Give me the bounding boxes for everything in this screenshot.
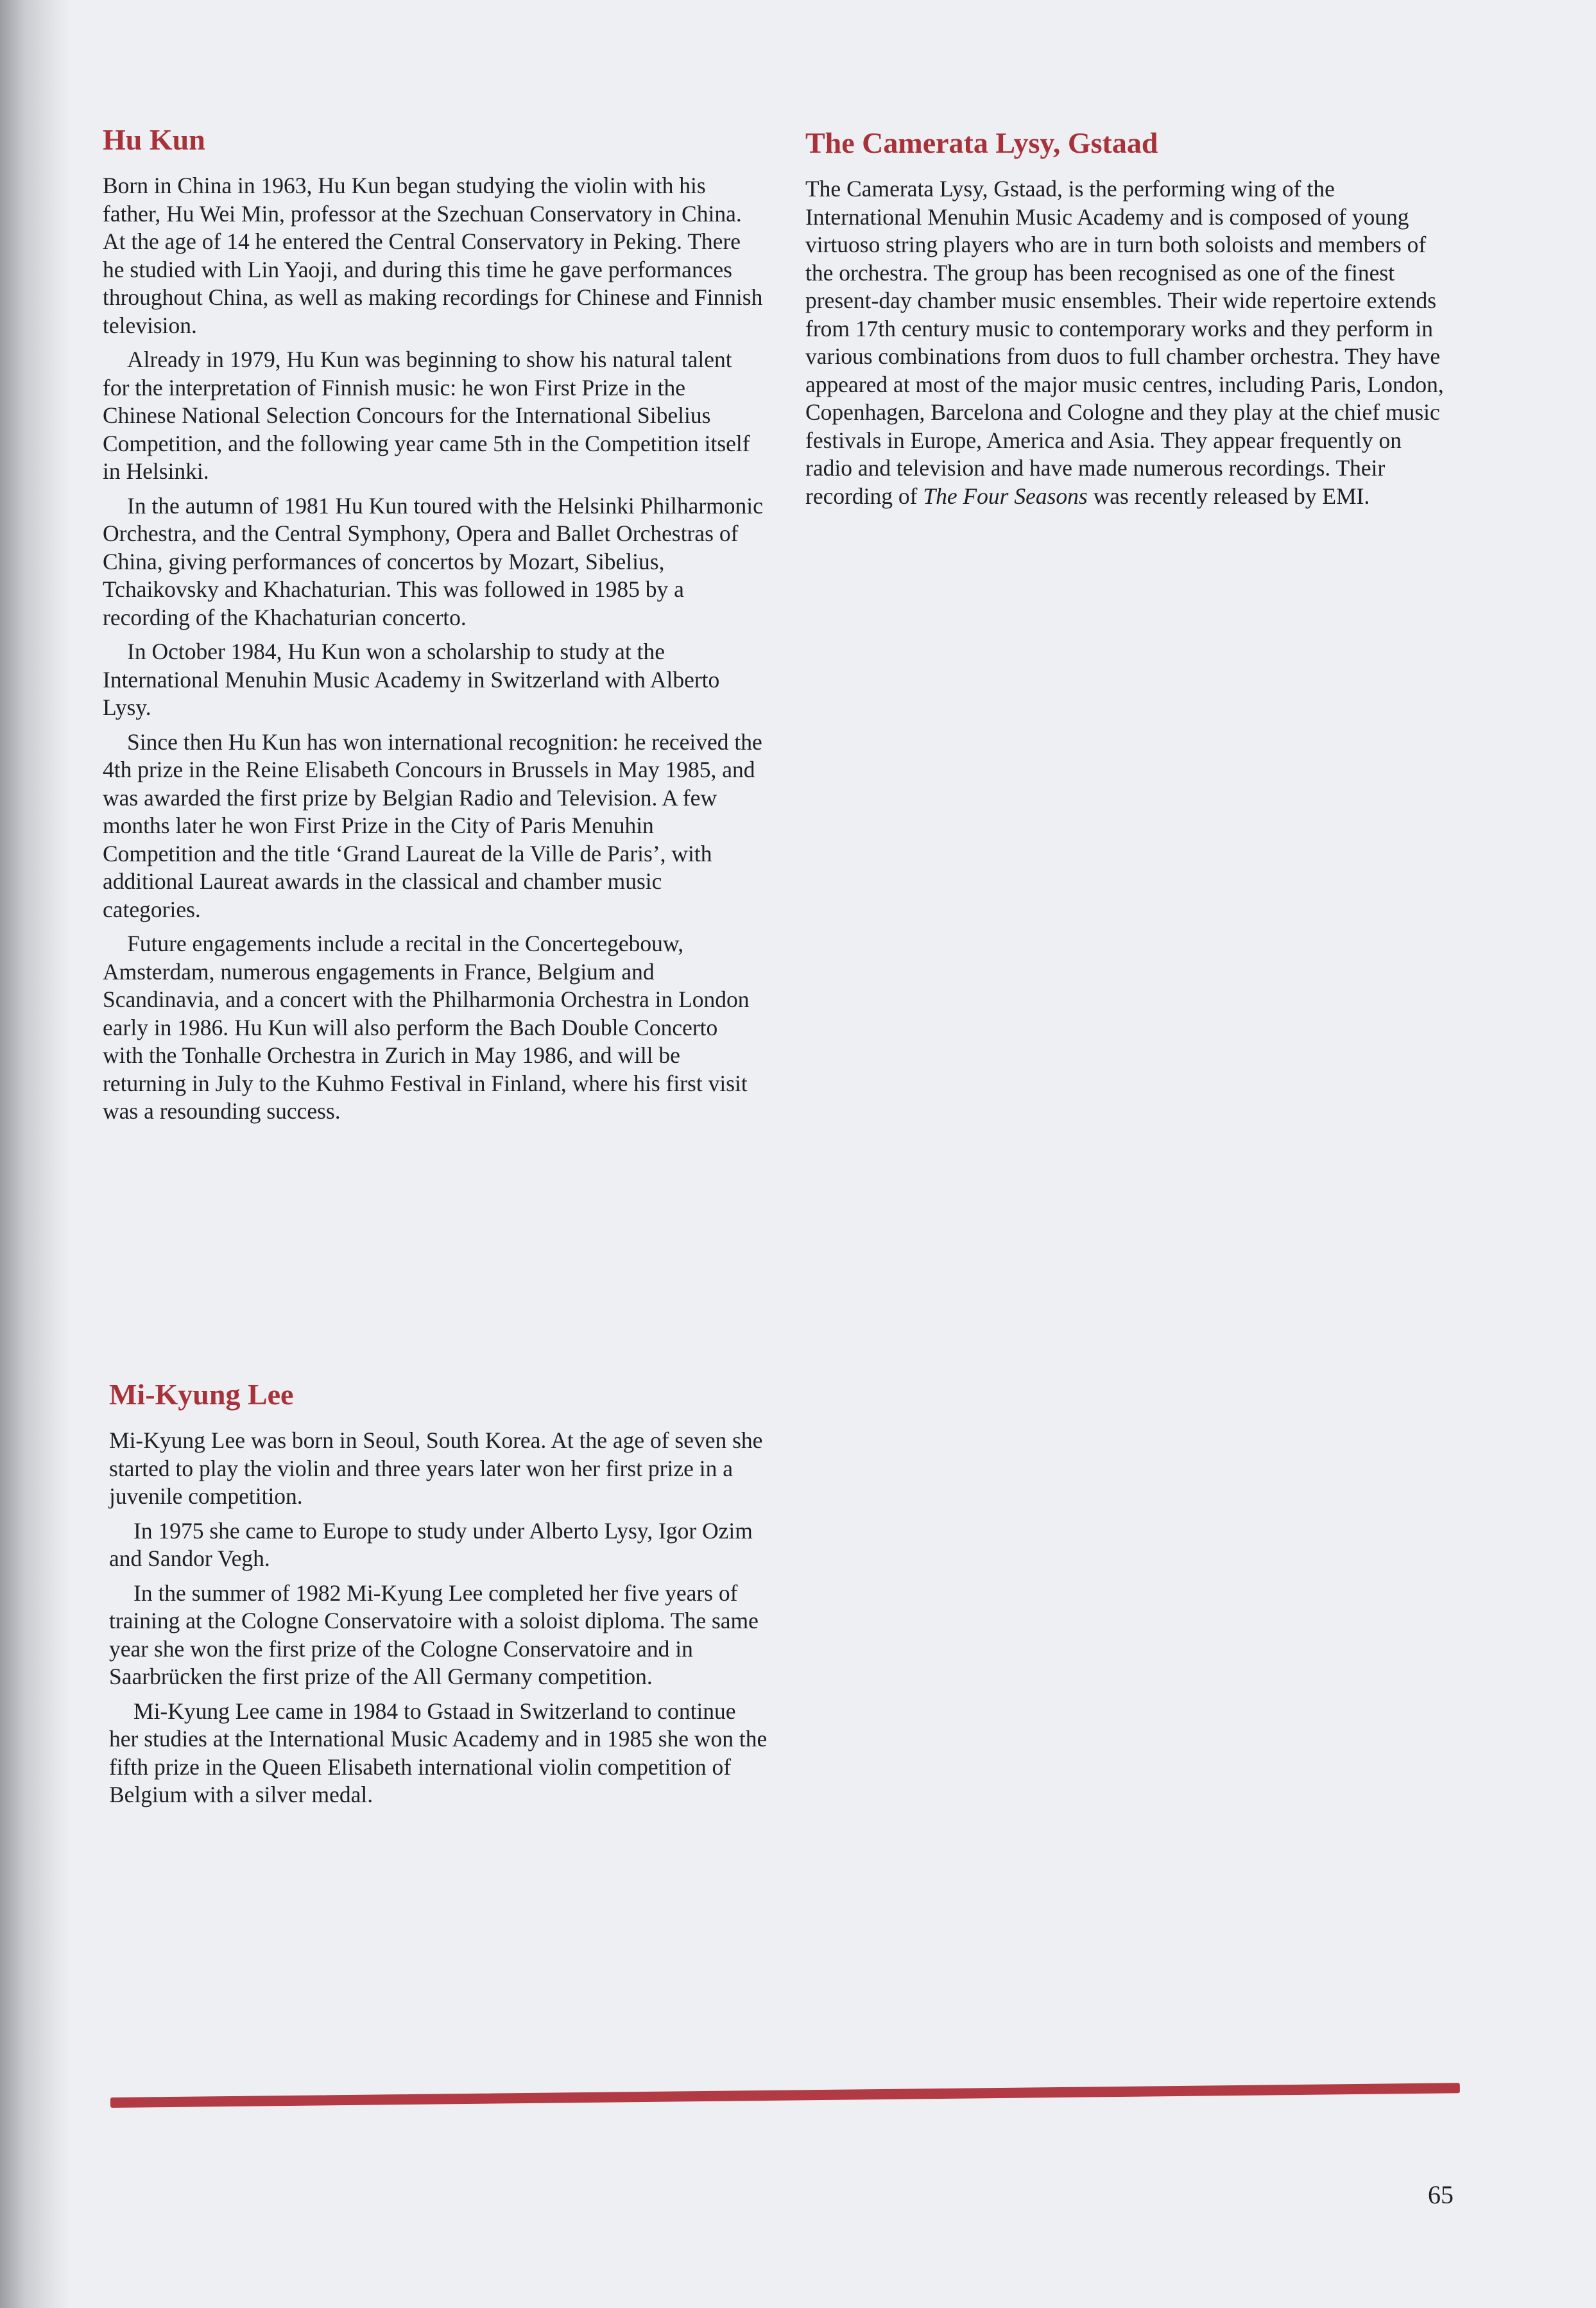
hu-kun-heading: Hu Kun bbox=[103, 123, 205, 156]
hu-kun-paragraph: In October 1984, Hu Kun won a scholarship to study at the International Menuhin Music Academy in Switzerland with Alberto Lysy. bbox=[103, 639, 720, 720]
mi-kyung-lee-paragraph: Mi-Kyung Lee was born in Seoul, South Korea. At the age of seven she started to play the violin and three years later won her first prize in a juvenile competition. bbox=[109, 1427, 763, 1509]
hu-kun-paragraph: In the autumn of 1981 Hu Kun toured with the Helsinki Philharmonic Orchestra, and the Central Symphony, Opera and Ballet Orchestras of China, giving performances of concertos by Mozart, Sibelius, Tchaikovsky and Khachaturian. This was followed in 1985 by a recording of the Khachaturian concerto. bbox=[103, 492, 763, 630]
camerata-text-end: was recently released by EMI. bbox=[1087, 483, 1370, 509]
hu-kun-section bbox=[103, 122, 764, 1132]
camerata-section bbox=[805, 125, 1450, 517]
camerata-heading: The Camerata Lysy, Gstaad bbox=[805, 126, 1158, 159]
mi-kyung-lee-heading: Mi-Kyung Lee bbox=[109, 1378, 294, 1411]
recording-title: The Four Seasons bbox=[923, 483, 1088, 509]
hu-kun-paragraph: Future engagements include a recital in the Concertegebouw, Amsterdam, numerous engagements in France, Belgium and Scandinavia, and a concert with the Philharmonia Orchestra in London early in 1986. Hu Kun will also perform the Bach Double Concerto with the Tonhalle Orchestra in Zurich in May 1986, and will be returning in July to the Kuhmo Festival in Finland, where his first visit was a resounding success. bbox=[103, 931, 750, 1124]
mi-kyung-lee-paragraph: Mi-Kyung Lee came in 1984 to Gstaad in Switzerland to continue her studies at the International Music Academy and in 1985 she won the fifth prize in the Queen Elisabeth international violin competition of Belgium with a silver medal. bbox=[109, 1698, 768, 1807]
hu-kun-paragraph: Already in 1979, Hu Kun was beginning to show his natural talent for the interpretation of Finnish music: he won First Prize in the Chinese National Selection Concours for the International Sibelius Competition, and the following year came 5th in the Competition itself in Helsinki. bbox=[103, 347, 750, 484]
page-gutter-shadow bbox=[0, 0, 71, 2308]
page-number: 65 bbox=[1428, 2180, 1454, 2209]
hu-kun-paragraph: Born in China in 1963, Hu Kun began studying the violin with his father, Hu Wei Min, professor at the Szechuan Conservatory in China. At the age of 14 he entered the Central Conservatory in Peking. There he studied with Lin Yaoji, and during this time he gave performances throughout China, as well as making recordings for Chinese and Finnish television. bbox=[103, 173, 763, 338]
mi-kyung-lee-section bbox=[109, 1377, 770, 1816]
mi-kyung-lee-paragraph: In 1975 she came to Europe to study under Alberto Lysy, Igor Ozim and Sandor Vegh. bbox=[109, 1517, 753, 1571]
mi-kyung-lee-paragraph: In the summer of 1982 Mi-Kyung Lee completed her five years of training at the Cologne Conservatoire with a soloist diploma. The same year she won the first prize of the Cologne Conservatoire and in Saarbrücken the first prize of the All Germany competition. bbox=[109, 1580, 759, 1689]
camerata-paragraph bbox=[805, 175, 1450, 510]
camerata-text-start: The Camerata Lysy, Gstaad, is the performing wing of the International Menuhin Music Academy and is composed of young virtuoso string players who are in turn both soloists and members of the orchestra. The group has been recognised as one of the finest present-day chamber music ensembles. Their wide repertoire extends from 17th century music to contemporary works and they perform in various combinations from duos to full chamber orchestra. They have appeared at most of the major music centres, including Paris, London, Copenhagen, Barcelona and Cologne and they play at the chief music festivals in Europe, America and Asia. They appear frequently on radio and television and have made numerous recordings. Their recording of bbox=[805, 176, 1444, 509]
footer-rule bbox=[110, 2083, 1460, 2108]
hu-kun-paragraph: Since then Hu Kun has won international recognition: he received the 4th prize in the Reine Elisabeth Concours in Brussels in May 1985, and was awarded the first prize by Belgian Radio and Television. A few months later he won First Prize in the City of Paris Menuhin Competition and the title ‘Grand Laureat de la Ville de Paris’, with additional Laureat awards in the classical and chamber music categories. bbox=[103, 728, 762, 922]
